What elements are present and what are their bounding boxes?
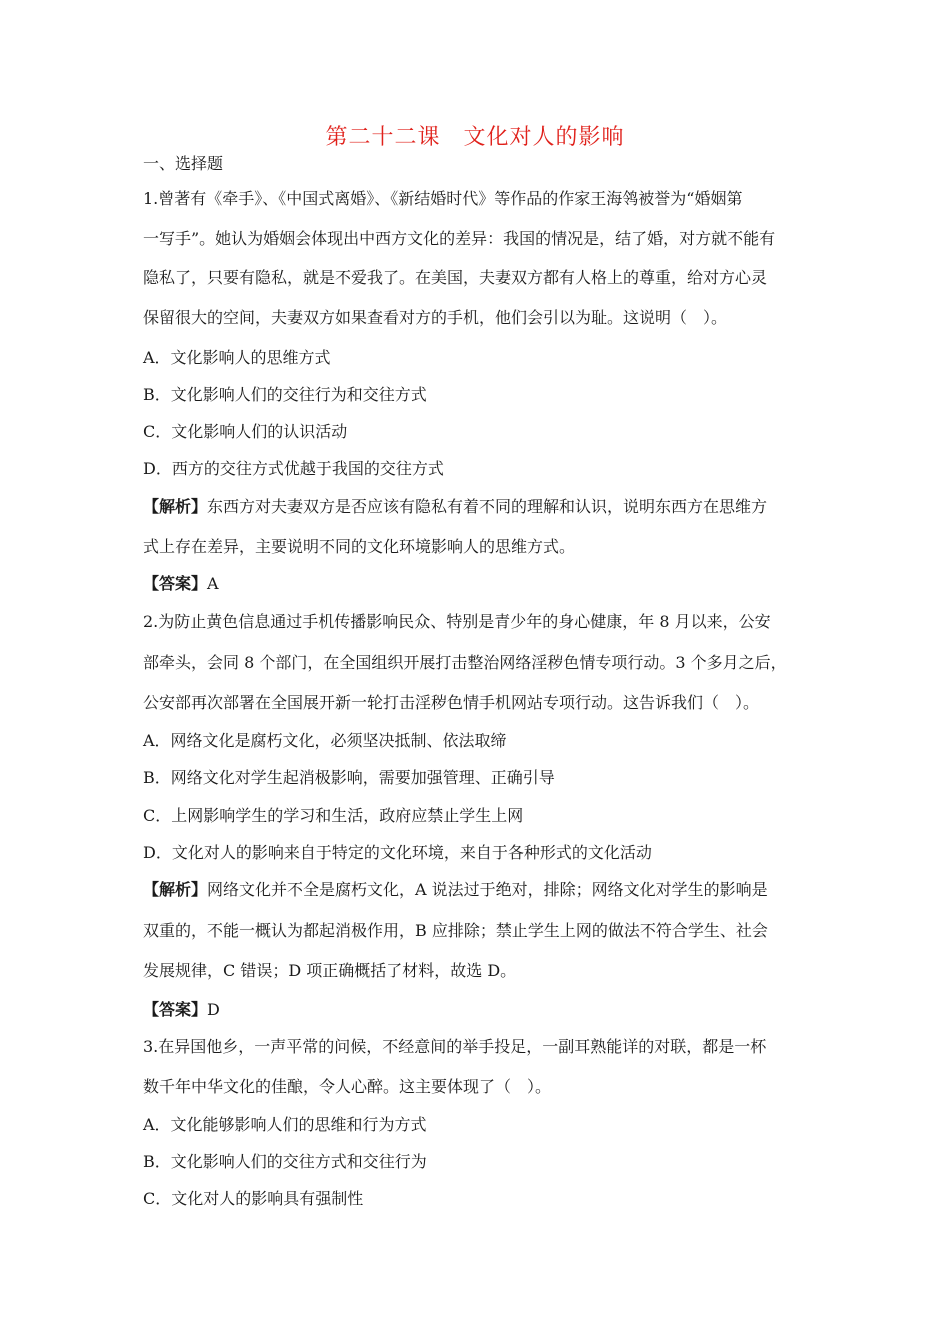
q1-answer-value: A xyxy=(207,574,219,593)
q2-stem-line: 公安部再次部署在全国展开新一轮打击淫秽色情手机网站专项行动。这告诉我们（ ）。 xyxy=(143,693,760,712)
q3-stem-line: 数千年中华文化的佳酿，令人心醉。这主要体现了（ ）。 xyxy=(143,1077,552,1096)
q2-analysis-tag: 【解析】 xyxy=(143,880,208,899)
q2-analysis-line xyxy=(143,880,768,900)
q2-option-d: D．文化对人的影响来自于特定的文化环境，来自于各种形式的文化活动 xyxy=(143,843,652,862)
q2-option-a: A．网络文化是腐朽文化，必须坚决抵制、依法取缔 xyxy=(143,731,507,750)
q1-stem-line: 一写手”。她认为婚姻会体现出中西方文化的差异：我国的情况是，结了婚，对方就不能有 xyxy=(143,229,776,248)
q2-stem-line: 2.为防止黄色信息通过手机传播影响民众、特别是青少年的身心健康，年 8 月以来，公安 xyxy=(143,612,771,631)
q1-option-a: A．文化影响人的思维方式 xyxy=(143,348,331,367)
q2-answer-line xyxy=(143,1000,220,1020)
q2-option-c: C．上网影响学生的学习和生活，政府应禁止学生上网 xyxy=(143,806,524,825)
q1-stem-line: 1.曾著有《牵手》、《中国式离婚》、《新结婚时代》等作品的作家王海鸰被誉为“婚姻第 xyxy=(143,189,743,208)
q1-analysis-line: 式上存在差异，主要说明不同的文化环境影响人的思维方式。 xyxy=(143,537,576,556)
q3-stem-line: 3.在异国他乡，一声平常的问候，不经意间的举手投足，一副耳熟能详的对联，都是一杯 xyxy=(143,1037,767,1056)
q1-analysis-tag: 【解析】 xyxy=(143,497,208,516)
q2-analysis-line: 发展规律，C 错误；D 项正确概括了材料，故选 D。 xyxy=(143,961,517,980)
q1-option-d: D．西方的交往方式优越于我国的交往方式 xyxy=(143,459,444,478)
page-title: 第二十二课 文化对人的影响 xyxy=(325,125,625,150)
q2-answer-value: D xyxy=(207,1000,220,1019)
q3-option-c: C．文化对人的影响具有强制性 xyxy=(143,1189,364,1208)
q1-answer-line xyxy=(143,574,219,594)
q1-analysis-line xyxy=(143,497,767,517)
q2-analysis-text: 网络文化并不全是腐朽文化，A 说法过于绝对，排除；网络文化对学生的影响是 xyxy=(207,880,768,899)
q2-answer-tag: 【答案】 xyxy=(143,1000,208,1019)
q1-answer-tag: 【答案】 xyxy=(143,574,208,593)
q2-stem-line: 部牵头，会同 8 个部门，在全国组织开展打击整治网络淫秽色情专项行动。3 个多月之后， xyxy=(143,653,787,672)
q3-option-b: B．文化影响人们的交往方式和交往行为 xyxy=(143,1152,427,1171)
q2-option-b: B．网络文化对学生起消极影响，需要加强管理、正确引导 xyxy=(143,768,555,787)
q2-analysis-line: 双重的，不能一概认为都起消极作用，B 应排除；禁止学生上网的做法不符合学生、社会 xyxy=(143,921,768,940)
q1-stem-line: 保留很大的空间，夫妻双方如果查看对方的手机，他们会引以为耻。这说明（ ）。 xyxy=(143,308,728,327)
q1-option-c: C．文化影响人们的认识活动 xyxy=(143,422,348,441)
section-heading: 一、选择题 xyxy=(143,154,224,173)
q1-analysis-text: 东西方对夫妻双方是否应该有隐私有着不同的理解和认识，说明东西方在思维方 xyxy=(207,497,768,516)
q3-option-a: A．文化能够影响人们的思维和行为方式 xyxy=(143,1115,427,1134)
q1-option-b: B．文化影响人们的交往行为和交往方式 xyxy=(143,385,427,404)
q1-stem-line: 隐私了，只要有隐私，就是不爱我了。在美国，夫妻双方都有人格上的尊重，给对方心灵 xyxy=(143,268,768,287)
